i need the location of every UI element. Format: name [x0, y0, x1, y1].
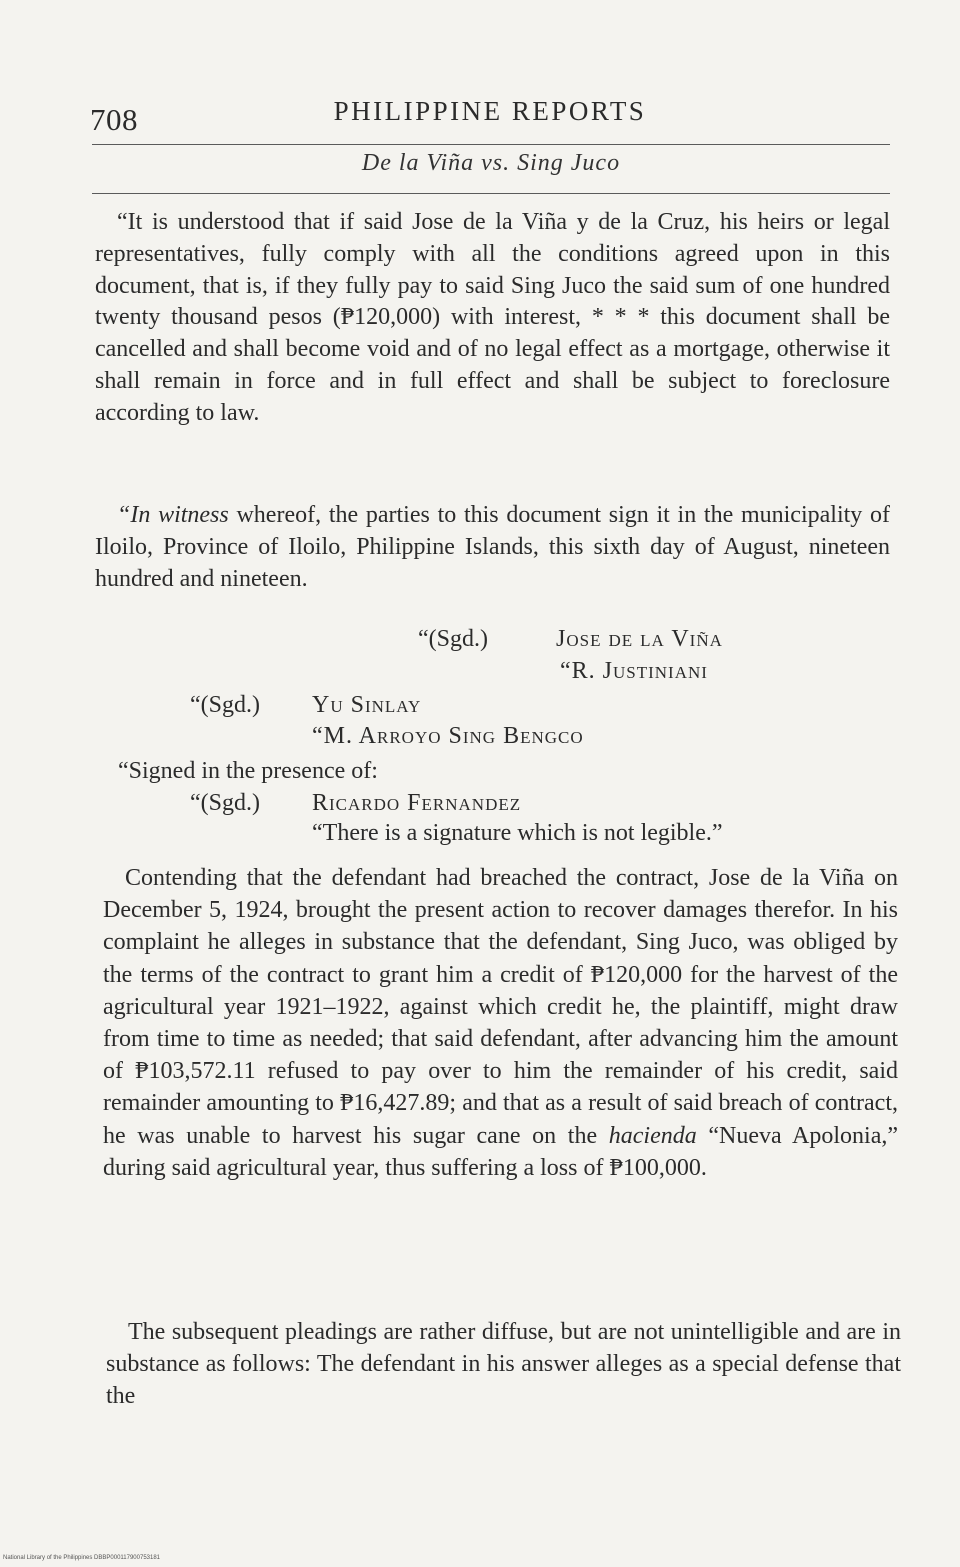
header-rule-bottom [92, 193, 890, 194]
signature-yu-sinlay: Yu Sinlay [312, 692, 422, 718]
quote-paragraph-1-text: “It is understood that if said Jose de la Viña y de la Cruz, his heirs or legal representatives, fully comply with all the conditions agreed upon in this document, that is, if they fully pay to said Sing Juco the said sum of one hundred twenty thousand pesos (₱120,000) with interest, * * * this document shall be cancelled and shall become void and of no legal effect as a mortgage, otherwise it shall remain in force and in full effect and shall be subject to foreclosure according to law. [95, 209, 890, 426]
signature-r-justiniani: “R. Justiniani [560, 658, 708, 684]
paragraph-3 [103, 862, 898, 1184]
sgd-label: “(Sgd.) [418, 626, 488, 652]
signature-line-6 [190, 790, 521, 817]
quote-paragraph-1 [95, 207, 890, 430]
signature-m-arroyo-sing-bengco: “M. Arroyo Sing Bengco [312, 723, 584, 749]
page-number: 708 [90, 102, 138, 137]
running-title: PHILIPPINE REPORTS [333, 96, 647, 126]
in-witness-rest: whereof, the parties to this document sign it in the municipality of Iloilo, Province of Iloilo, Philippine Islands, this sixth day of August, nineteen hundred and nineteen. [95, 502, 890, 592]
hacienda-italic: hacienda [608, 1122, 697, 1149]
signature-line-3 [190, 692, 421, 719]
quote-paragraph-2-text [95, 500, 890, 595]
scan-footer: National Library of the Philippines DBBP000117900753181 [3, 1555, 160, 1561]
sgd-label: “(Sgd.) [190, 692, 260, 718]
paragraph-3-part1: Contending that the defendant had breached the contract, Jose de la Viña on December 5, 1924, brought the present action to recover damages therefor. In his complaint he alleges in substance that the defendant, Sing Juco, was obliged by the terms of the contract to grant him a credit of ₱120,000 for the harvest of the agricultural year 1921–1922, against which credit he, the plaintiff, might draw from time to time as needed; that said defendant, after advancing him the amount of ₱103,572.11 refused to pay over to him the remainder of his credit, said remainder amounting to ₱16,427.89; and that as a result of said breach of contract, he was unable to harvest his sugar cane on the [103, 865, 898, 1149]
signature-ricardo-fernandez: Ricardo Fernandez [312, 790, 522, 816]
in-witness-italic: “In witness [117, 502, 229, 528]
paragraph-3-text [103, 862, 898, 1184]
illegible-signature-note: “There is a signature which is not legible.” [312, 820, 723, 846]
signature-jose-de-la-vina: Jose de la Viña [556, 626, 723, 652]
case-title: De la Viña vs. Sing Juco [361, 150, 621, 176]
quote-paragraph-2 [95, 500, 890, 595]
paragraph-3-part2: “Nueva Apolonia,” during said agricultural year, thus suffering a loss of ₱100,000. [103, 1122, 898, 1181]
sgd-label: “(Sgd.) [190, 790, 260, 816]
paragraph-4 [106, 1316, 901, 1413]
signed-in-presence: “Signed in the presence of: [118, 758, 378, 784]
page-header [90, 96, 890, 140]
paragraph-4-text: The subsequent pleadings are rather diffuse, but are not unintelligible and are in substance as follows: The defendant in his answer alleges as a special defense that the [106, 1319, 901, 1410]
signature-line-1 [418, 626, 723, 653]
header-rule-top [92, 144, 890, 145]
